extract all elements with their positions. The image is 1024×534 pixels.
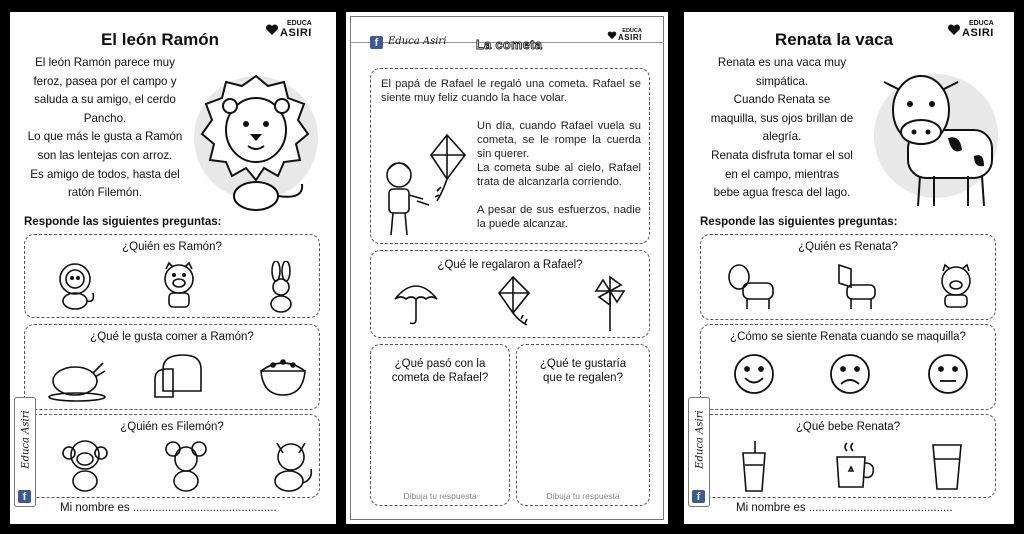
- story-line: en el campo, mientras: [724, 167, 840, 181]
- story-line: Pancho.: [83, 111, 127, 125]
- question-2-text: ¿Qué pasó con la cometa de Rafael?: [391, 358, 489, 384]
- side-tab-text: Educa Asiri: [20, 410, 32, 469]
- pig-icon[interactable]: [933, 263, 979, 309]
- brand-line-1: EDUCA: [968, 20, 994, 27]
- question-box-1: [700, 234, 996, 320]
- facebook-icon: f: [18, 490, 31, 503]
- horse-icon[interactable]: [831, 261, 881, 311]
- side-tab-text: Educa Asiri: [694, 410, 706, 469]
- story-box: [370, 68, 650, 244]
- boy-with-kite-illustration: [377, 131, 473, 241]
- soda-cup-icon[interactable]: [739, 439, 769, 493]
- draw-hint-2: Dibuja tu respuesta: [403, 491, 477, 501]
- worksheet-la-cometa: [346, 12, 668, 524]
- brand-line-1: EDUCA: [286, 20, 312, 27]
- side-tab-brand: [688, 397, 710, 507]
- question-2-text: ¿Cómo se siente Renata cuando se maquilla?: [730, 331, 966, 343]
- story-line: bebe agua fresca del lago.: [713, 186, 851, 200]
- story-line: El león Ramón parece muy: [35, 56, 175, 69]
- story-text: [12, 54, 198, 203]
- brand-line-2: ASIRI: [962, 27, 994, 39]
- page-title: Renata la vaca: [774, 30, 894, 49]
- drawing-area-2[interactable]: [371, 447, 509, 483]
- story-line: feroz, pasea por el campo y: [33, 74, 177, 88]
- neutral-face-icon[interactable]: [927, 353, 969, 395]
- brand-logo: [618, 28, 642, 42]
- brand-logo: [962, 20, 994, 39]
- mouse-icon[interactable]: [165, 439, 207, 493]
- question-box-1: [24, 234, 320, 318]
- question-box-3: [700, 414, 996, 498]
- side-tab-brand: [14, 397, 36, 507]
- happy-face-icon[interactable]: [733, 353, 775, 395]
- cat-icon[interactable]: [267, 439, 315, 493]
- pig-icon[interactable]: [157, 261, 201, 311]
- lentils-rice-bowl-icon[interactable]: [257, 351, 309, 399]
- name-field[interactable]: Mi nombre es .............................................: [60, 502, 277, 514]
- story-line: simpática.: [755, 74, 809, 88]
- question-box-3: [516, 344, 650, 506]
- story-line: son las lentejas con arroz.: [37, 148, 173, 162]
- story-line: ratón Filemón.: [67, 186, 143, 200]
- story-line: saluda a su amigo, el cerdo: [34, 93, 176, 107]
- cow-illustration: [864, 60, 1004, 212]
- sad-face-icon[interactable]: [829, 353, 871, 395]
- cow-icon[interactable]: [725, 261, 777, 311]
- pinwheel-icon[interactable]: [593, 275, 627, 333]
- story-line: Renata es una vaca muy: [717, 56, 847, 69]
- brand-line-2: ASIRI: [618, 33, 642, 42]
- page-title: El león Ramón: [100, 30, 220, 49]
- facebook-icon: f: [692, 490, 705, 503]
- story-line: Es amigo de todos, hasta del: [30, 167, 180, 181]
- header-brand-text: Educa Asiri: [388, 36, 447, 47]
- rabbit-icon[interactable]: [263, 261, 299, 313]
- story-paragraph-2: Un día, cuando Rafael vuela su cometa, se le rompe la cuerda sin querer.: [477, 120, 641, 160]
- worksheet-leon-ramon: [10, 12, 336, 524]
- heart-icon: [265, 24, 279, 36]
- worksheet-renata-la-vaca: [684, 12, 1014, 524]
- questions-heading: Responde las siguientes preguntas:: [700, 216, 898, 228]
- question-1-text: ¿Quién es Renata?: [798, 241, 898, 253]
- story-paragraph-3: La cometa sube al cielo, Rafael trata de alcanzarla corriendo.: [477, 162, 641, 188]
- umbrella-icon[interactable]: [393, 277, 439, 327]
- roast-chicken-icon[interactable]: [45, 351, 109, 403]
- question-box-2: [700, 324, 996, 410]
- bread-icon[interactable]: [149, 349, 207, 403]
- brand-line-1: EDUCA: [622, 28, 642, 34]
- story-paragraph-1: El papá de Rafael le regaló una cometa. Rafael se siente muy feliz cuando la hace volar.: [381, 78, 641, 104]
- drawing-area-3[interactable]: [517, 447, 649, 483]
- question-3-text: ¿Qué te gustaría que te regalen?: [539, 358, 627, 384]
- kite-icon[interactable]: [489, 275, 539, 331]
- hot-cocoa-mug-icon[interactable]: [833, 441, 877, 491]
- question-3-text: ¿Quién es Filemón?: [120, 421, 224, 433]
- question-3-text: ¿Qué bebe Renata?: [795, 421, 901, 433]
- story-line: maquilla, sus ojos brillan de: [710, 111, 854, 125]
- story-line: Cuando Renata se: [733, 93, 831, 107]
- monkey-icon[interactable]: [61, 439, 109, 493]
- question-box-2: [370, 344, 510, 506]
- heart-icon: [607, 31, 617, 40]
- lion-illustration: [184, 64, 324, 212]
- story-paragraph-4: A pesar de sus esfuerzos, nadie la puede alcanzar.: [477, 204, 641, 230]
- heart-icon: [947, 24, 961, 36]
- draw-hint-3: Dibuja tu respuesta: [546, 491, 620, 501]
- story-text: [694, 54, 870, 203]
- brand-line-2: ASIRI: [280, 27, 312, 39]
- question-2-text: ¿Qué le gusta comer a Ramón?: [90, 331, 254, 343]
- questions-heading: Responde las siguientes preguntas:: [24, 216, 222, 228]
- question-box-2: [24, 324, 320, 410]
- page-title: La cometa: [476, 38, 543, 52]
- name-field[interactable]: Mi nombre es .............................................: [736, 502, 953, 514]
- question-box-1: [370, 250, 650, 338]
- question-1-text: ¿Qué le regalaron a Rafael?: [437, 259, 583, 271]
- brand-logo: [280, 20, 312, 39]
- question-box-3: [24, 414, 320, 498]
- story-line: Lo que más le gusta a Ramón: [27, 130, 183, 144]
- facebook-icon: f: [370, 36, 383, 49]
- lion-icon[interactable]: [51, 261, 99, 311]
- question-1-text: ¿Quién es Ramón?: [122, 241, 222, 253]
- water-glass-icon[interactable]: [931, 441, 963, 491]
- story-line: Renata disfruta tomar el sol: [711, 148, 853, 162]
- story-line: alegría.: [762, 130, 802, 144]
